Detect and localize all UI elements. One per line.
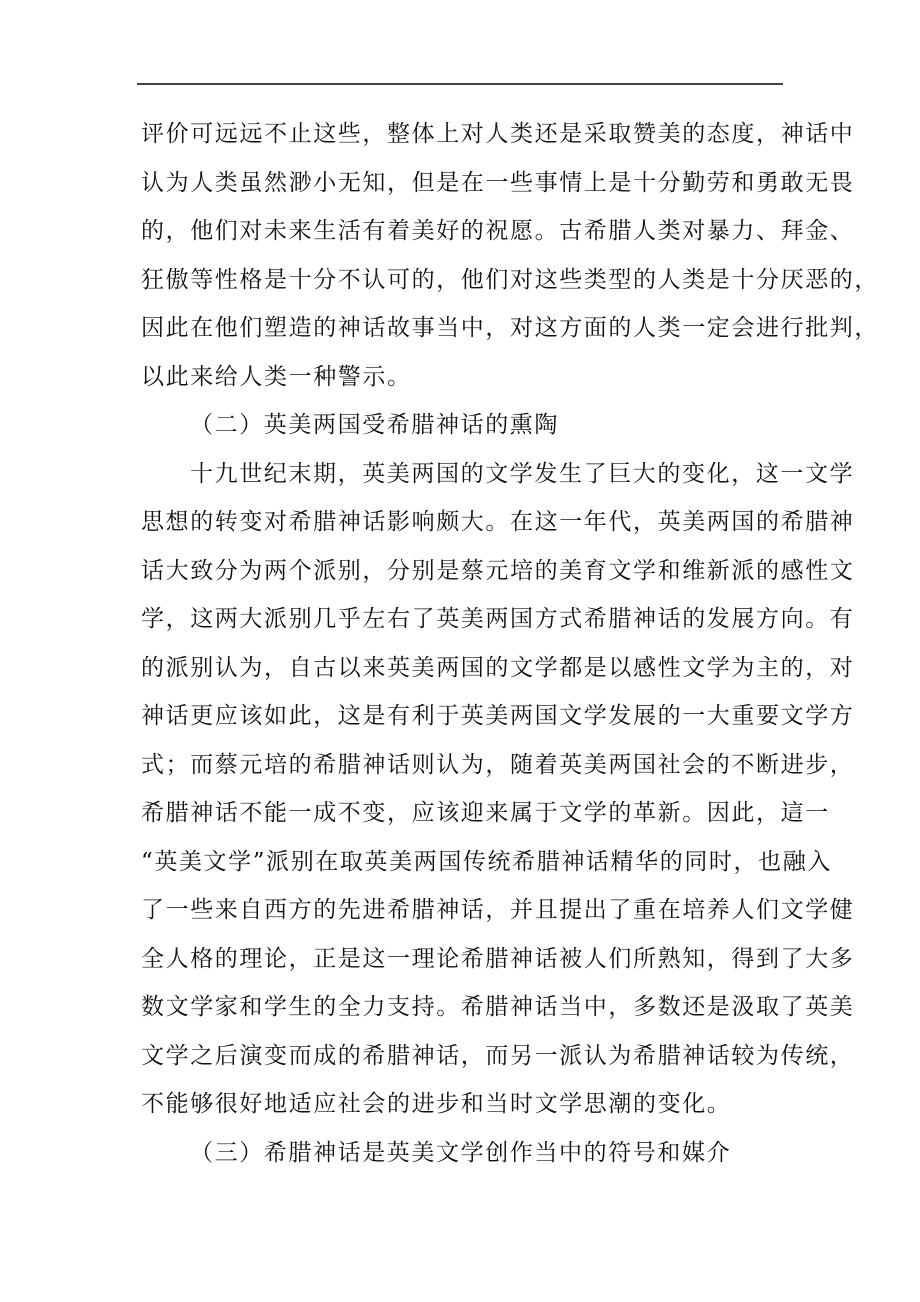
text-line: 文学之后演变而成的希腊神话，而另一派认为希腊神话较为传统，	[141, 1042, 855, 1069]
page-body	[141, 110, 879, 1177]
text-line: 十九世纪末期，英美两国的文学发生了巨大的变化，这一文学	[190, 460, 855, 487]
header-rule	[137, 83, 783, 85]
text-line: 因此在他们塑造的神话故事当中，对这方面的人类一定会进行批判，	[141, 315, 879, 341]
text-line: 神话更应该如此，这是有利于英美两国文学发展的一大重要文学方	[141, 703, 855, 729]
section-heading-2: （二）英美两国受希腊神话的熏陶	[190, 412, 559, 438]
text-line: 的派别认为，自古以来英美两国的文学都是以感性文学为主的，对	[141, 654, 855, 681]
paragraph-1	[141, 110, 879, 401]
text-line: 评价可远远不止这些，整体上对人类还是采取赞美的态度，神话中	[141, 121, 855, 147]
text-line: 数文学家和学生的全力支持。希腊神话当中，多数还是汲取了英美	[141, 994, 855, 1020]
text-line: 不能够很好地适应社会的进步和当时文学思潮的变化。	[141, 1091, 732, 1117]
text-line: 希腊神话不能一成不变，应该迎来属于文学的革新。因此，這一	[141, 800, 830, 826]
text-line: 全人格的理论，正是这一理论希腊神话被人们所熟知，得到了大多	[141, 945, 855, 972]
text-line: 式；而蔡元培的希腊神话则认为，随着英美两国社会的不断进步，	[141, 751, 855, 778]
text-line: 的，他们对未来生活有着美好的祝愿。古希腊人类对暴力、拜金、	[141, 218, 855, 244]
section-heading-3: （三）希腊神话是英美文学创作当中的符号和媒介	[190, 1139, 732, 1166]
text-line: 认为人类虽然渺小无知，但是在一些事情上是十分勤劳和勇敢无畏	[141, 169, 855, 196]
text-line: 学，这两大派别几乎左右了英美两国方式希腊神话的发展方向。有	[141, 606, 855, 632]
paragraph-2	[141, 450, 855, 1129]
text-line: 了一些来自西方的先进希腊神话，并且提出了重在培养人们文学健	[141, 897, 855, 923]
text-line: 狂傲等性格是十分不认可的，他们对这些类型的人类是十分厌恶的，	[141, 266, 879, 293]
text-line: 以此来给人类一种警示。	[141, 363, 412, 390]
text-line: 思想的转变对希腊神话影响颇大。在这一年代，英美两国的希腊神	[141, 509, 855, 535]
text-line: 话大致分为两个派别，分别是蔡元培的美育文学和维新派的感性文	[141, 557, 855, 584]
text-line: “英美文学”派别在取英美两国传统希腊神话精华的同时，也融入	[141, 848, 832, 875]
